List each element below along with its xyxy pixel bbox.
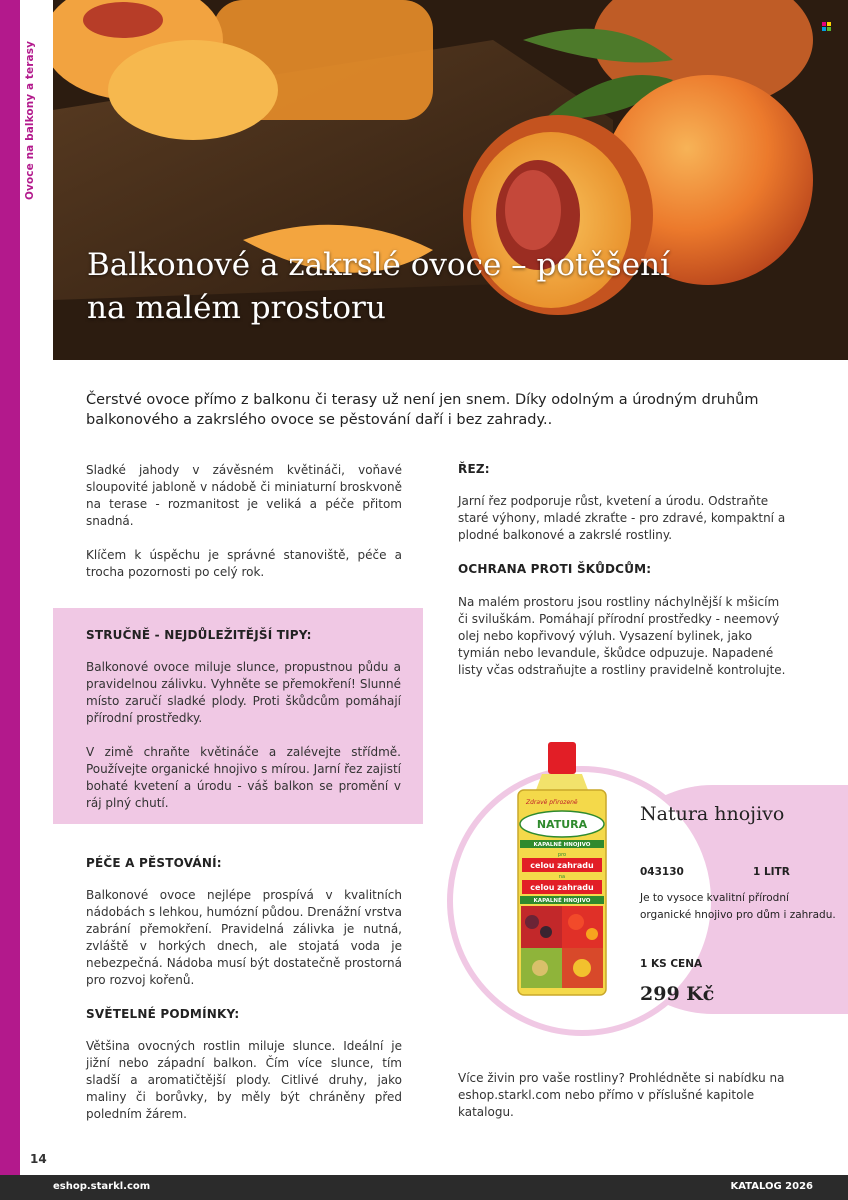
product-name: Natura hnojivo [640, 803, 785, 825]
bottle-band: KAPALNÉ HNOJIVO [533, 898, 591, 904]
bottle-type: KAPALNÉ HNOJIVO [533, 842, 591, 848]
accent-side-bar [0, 0, 20, 1175]
section-label: Ovoce na balkony a terasy [24, 40, 36, 200]
light-heading: SVĚTELNÉ PODMÍNKY: [86, 1007, 240, 1021]
right-column [458, 462, 790, 679]
product-code: 043130 [640, 866, 684, 878]
footer-catalog-label: KATALOG 2026 [730, 1181, 813, 1192]
pests-heading: OCHRANA PROTI ŠKŮDCŮM: [458, 562, 652, 576]
care-heading: PÉČE A PĚSTOVÁNÍ: [86, 856, 222, 870]
bottle-line-3: na [558, 874, 566, 880]
price-label: 1 KS CENA [640, 958, 703, 970]
more-info-text: Více živin pro vaše rostliny? Prohlédněte si nabídku na eshop.starkl.com nebo přímo v příslušné kapitole katalogu. [458, 1071, 785, 1119]
footer-site-link[interactable]: eshop.starkl.com [53, 1181, 151, 1192]
tips-paragraph-2: V zimě chraňte květináče a zalévejte střídmě. Používejte organické hnojivo s mírou. Jarní řez zajistí bohaté kvetení a úrodu - váš balkon se promění v ráj plný chutí. [86, 745, 401, 810]
tips-box [53, 608, 423, 824]
bottle-line-1: pro [557, 852, 567, 858]
care-section [86, 856, 402, 1123]
pests-text: Na malém prostoru jsou rostliny náchylnější k mšicím či sviluškám. Pomáhají přírodní prostředky - neemový olej nebo kopřivový výluh. Vysazení bylinek, jako tymián nebo levandule, škůdce odpuzuje. Napadené listy včas odstraňujte a rostliny pravidelně kontrolujte. [458, 595, 786, 677]
light-text: Většina ovocných rostlin miluje slunce. Ideální je jižní nebo západní balkon. Čím více slunce, tím sladší a aromatičtější plody. Citlivé druhy, jako maliny či borůvky, by měly být chráněny před poledním žárem. [86, 1039, 402, 1121]
product-size: 1 LITR [753, 866, 790, 878]
hero-image [53, 0, 848, 360]
page-number: 14 [30, 1152, 47, 1166]
footer-bar [0, 1175, 848, 1200]
left-column [86, 462, 402, 581]
left-paragraph-2: Klíčem k úspěchu je správné stanoviště, péče a trocha pozornosti po celý rok. [86, 548, 402, 579]
brand-logo-icon [822, 22, 831, 31]
pruning-text: Jarní řez podporuje růst, kvetení a úrodu. Odstraňte staré výhony, mladé zkraťte - pro zdravé, kompaktní a plodné balkonové a zakrslé rostliny. [458, 494, 786, 542]
product-description: Je to vysoce kvalitní přírodní organické hnojivo pro dům i zahradu. [640, 892, 836, 921]
bottle-top-text: Zdravě přirozeně [526, 799, 578, 806]
intro-text: Čerstvé ovoce přímo z balkonu či terasy už není jen snem. Díky odolným a úrodným druhům balkonového a zakrslého ovoce se pěstování daří i bez zahrady.. [86, 392, 759, 428]
hero-title: Balkonové a zakrslé ovoce – potěšení na malém prostoru [87, 247, 670, 326]
bottle-line-4: celou zahradu [530, 883, 594, 892]
product-price: 299 Kč [640, 983, 715, 1005]
tips-heading: STRUČNĚ - NEJDŮLEŽITĚJŠÍ TIPY: [86, 628, 312, 642]
pruning-heading: ŘEZ: [458, 462, 490, 476]
tips-paragraph-1: Balkonové ovoce miluje slunce, propustnou půdu a pravidelnou zálivku. Vyhněte se přemokření! Slunné místo zaručí sladké plody. Proti škůdcům pomáhají přírodní prostředky. [86, 660, 401, 725]
fertilizer-bottle-image[interactable] [512, 742, 612, 1000]
care-text: Balkonové ovoce nejlépe prospívá v kvalitních nádobách s lehkou, humózní půdou. Drenážní vrstva zabrání přemokření. Pravidelná zálivka je nutná, zvláště v horkých dnech, ale stojatá voda je nebezpečná. Nádoba musí být dostatečně prostorná pro rozvoj kořenů. [86, 888, 402, 987]
bottle-line-2: celou zahradu [530, 861, 594, 870]
left-paragraph-1: Sladké jahody v závěsném květináči, voňavé sloupovité jabloně v nádobě či miniaturní broskvoně na terase - rozmanitost je veliká a péče přitom snadná. [86, 463, 402, 528]
bottle-brand: NATURA [536, 818, 588, 831]
